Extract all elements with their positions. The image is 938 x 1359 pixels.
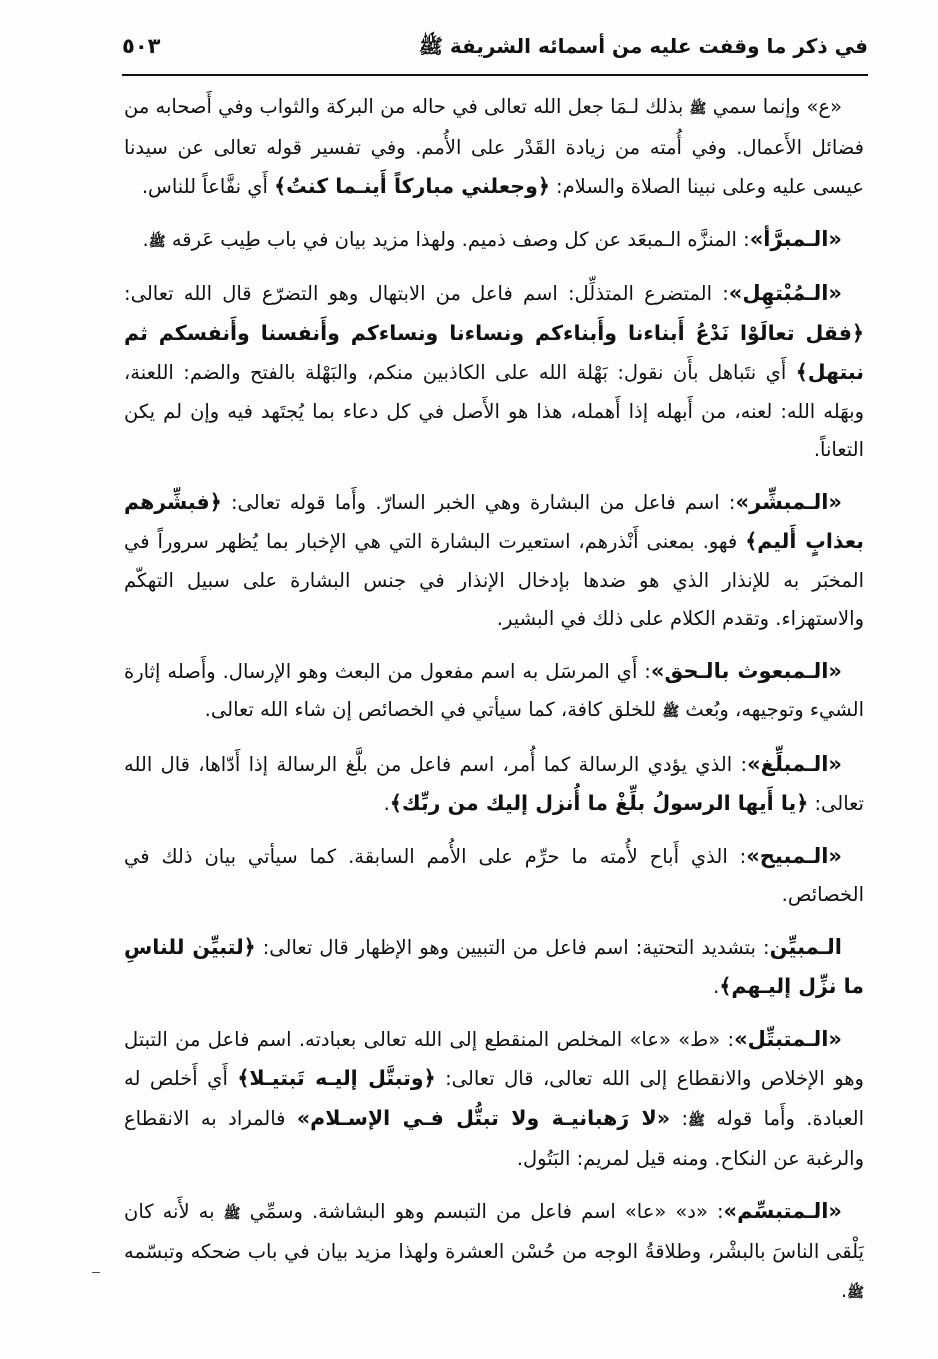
entry-term: «الـمبشِّر» (735, 489, 842, 514)
margin-mark (92, 1272, 100, 1273)
quran-quote: ﴿يا أَيها الرسولُ بلِّغْ ما أُنزل إليك من ربِّك﴾ (389, 791, 809, 815)
body-text-run: أَي نتَباهل بأَن نقول: بَهْلة الله على الكاذبين منكم، والبَهْلة بالفتح والضم: اللعنة، وبهَله الله: لعنه، من أَبهله إذا أَهمله، هذا هو الأَصل في كل دعاء بما يُجتَهد فيه وإن لم يكن التعاناً. (124, 361, 864, 461)
entry-term: «الـمتبسِّم» (723, 1198, 842, 1223)
body-text-run: : أَي المرسَل به اسم مفعول من البعث وهو الإرسال. وأَصله إثارة الشيء وتوجيهه، وبُعث (124, 659, 864, 721)
paragraph (124, 837, 864, 915)
body-text-run: فالمراد به الانقطاع والرغبة عن النكاح. ومنه قيل لمريم: البَتُول. (124, 1106, 864, 1170)
quran-quote: ﴿وجعلني مباركاً أَينـما كنتُ﴾ (274, 174, 550, 198)
quran-quote: «لا رَهبانيـة ولا تبتُّل فـي الإسـلام» (296, 1105, 671, 1130)
quran-quote: ﴿فبشِّرهم بعذابٍ أَليم﴾ (124, 489, 864, 553)
salutation-glyph: ﷺ (688, 1112, 705, 1129)
paragraph (124, 652, 864, 732)
page-number: ٥٠٣ (122, 34, 161, 58)
paragraph (124, 928, 864, 1007)
body-text-run: : (670, 1106, 689, 1130)
body-text-run: «ع» وإنما سمي (706, 95, 842, 118)
entry-term: «الـمتبتِّل» (734, 1026, 842, 1051)
paragraph (124, 483, 864, 639)
header-title: في ذكر ما وقفت عليه من أسمائه الشريفة ﷺ (418, 34, 868, 58)
body-text-run: به لأَنه كان يَلْقى الناسَ بالبشْر، وطلاقةُ الوجه من حُسْن العشرة ولهذا مزيد بيان في باب ضحكه وتبسّمه (124, 1199, 864, 1263)
body-text-run: : «ط» «عا» المخلص المنقطع إلى الله تعالى بعبادته. اسم فاعل من التبتل وهو الإخلاص والانقطاع إلى الله تعالى، قال تعالى: (124, 1027, 864, 1090)
body-text-run: فهو. بمعنى أَنْذرهم، استعيرت البشارة التي هي الإخبار بما يُظهر سروراً في المخبَر به للإنذار الذي هو ضدها بإدخال الإنذار في جنس البشارة على سبيل التهكّم والاستهزاء. وتقدم الكلام على ذلك في البشير. (124, 530, 864, 630)
salutation-glyph: ﷺ (662, 704, 680, 720)
body-text (124, 88, 864, 1325)
body-text-run: : اسم فاعل من البشارة وهي الخبر السارّ. وأَما قوله تعالى: (221, 490, 736, 514)
body-text-run: : الذي أَباح لأُمته ما حرِّم على الأُمم السابقة. كما سيأتي بيان ذلك في الخصائص. (124, 844, 864, 906)
body-text-run: : الذي يؤدي الرسالة كما أُمر، اسم فاعل من بلَّغ الرسالة إذا أَدّاها، قال الله تعالى: (124, 752, 864, 815)
entry-term: «الـمُبْتهِل» (728, 281, 842, 305)
entry-term: الـمبيِّن (769, 934, 842, 959)
body-text-run: : «د» «عا» اسم فاعل من التبسم وهو البشاشة. وسمِّي (240, 1199, 724, 1223)
paragraph (124, 88, 864, 207)
entry-term: «الـمبرَّأ» (749, 226, 842, 251)
salutation-glyph: ﷺ (223, 1205, 241, 1222)
paragraph (124, 220, 864, 262)
salutation-glyph: ﷺ (689, 101, 707, 117)
body-text-run: أَي نفَّاعاً للناس. (141, 175, 275, 198)
body-text-run: . (840, 1278, 848, 1302)
paragraph (124, 1020, 864, 1179)
paragraph (124, 745, 864, 824)
body-text-run: للخلق كافة، كما سيأتي في الخصائص إن شاء الله تعالى. (204, 698, 663, 721)
header-divider (122, 74, 868, 76)
paragraph (124, 274, 864, 470)
quran-quote: ﴿لتبيِّن للناسِ ما نزِّل إليـهم﴾ (124, 934, 864, 998)
entry-term: «الـمبيح» (746, 843, 842, 868)
running-header (122, 26, 868, 72)
quran-quote: ﴿فقل تعالَوْا نَدْعُ أَبناءنا وأَبناءكم ونساءنا ونساءكم وأَنفسنا وأَنفسكم ثم نبتهل﴾ (124, 320, 864, 384)
body-text-run: بذلك لـمَا جعل الله تعالى في حاله من البركة والثواب وفي أَصحابه من فضائل الأَعمال. وفي أُمته من زيادة القَدْر على الأُمم. وفي تفسير قوله تعالى عن سيدنا عيسى عليه وعلى نبينا الصلاة والسلام: (124, 95, 864, 198)
body-text-run: : المتضرع المتذلِّل: اسم فاعل من الابتهال وهو التضرّع قال الله تعالى: (124, 282, 729, 305)
body-text-run: . (713, 975, 720, 998)
body-text-run: : المنزَّه الـمبعَد عن كل وصف ذميم. ولهذا مزيد بيان في باب طِيب عَرقه (165, 227, 750, 251)
entry-term: «الـمبلِّغ» (747, 751, 842, 776)
body-text-run: أَي أَخلص له العبادة. وأَما قوله (124, 1067, 864, 1130)
paragraph (124, 1192, 864, 1313)
entry-term: «الـمبعوث بالـحق» (650, 658, 842, 683)
body-text-run: . (142, 227, 149, 251)
body-text-run: . (383, 792, 390, 815)
quran-quote: ﴿وتبتَّل إليـه تَبتيـلا﴾ (237, 1066, 436, 1090)
salutation-glyph: ﷺ (148, 233, 166, 250)
body-text-run: : بتشديد التحتية: اسم فاعل من التبيين وهو الإظهار قال تعالى: (255, 935, 770, 959)
salutation-glyph: ﷺ (847, 1284, 864, 1301)
